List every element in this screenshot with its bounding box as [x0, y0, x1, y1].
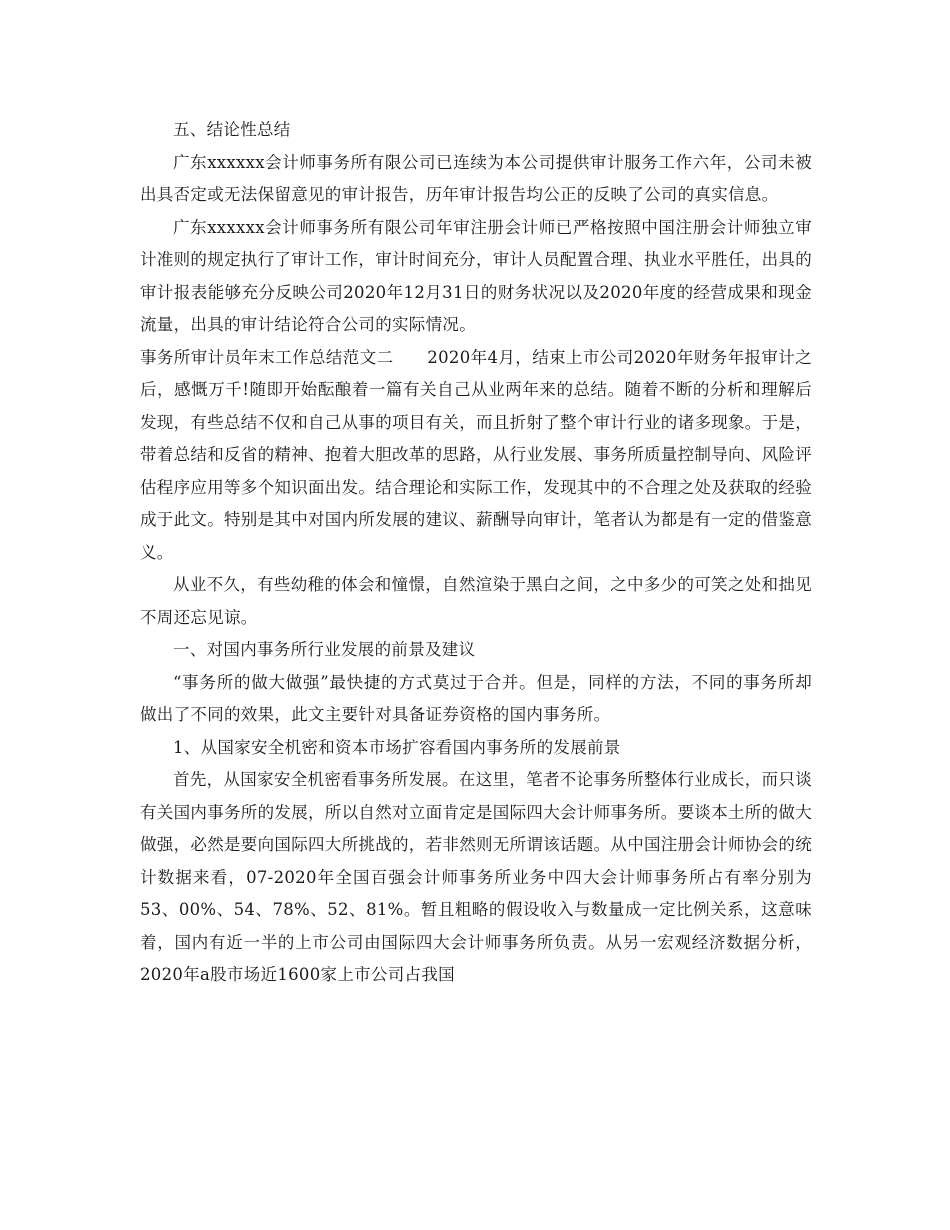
document-page	[140, 114, 812, 992]
paragraph-sample-two-intro: 事务所审计员年末工作总结范文二 2020年4月，结束上市公司2020年财务年报审计之后，感慨万千!随即开始酝酿着一篇有关自己从业两年来的总结。随着不断的分析和理解后发现，有些总结不仅和自己从事的项目有关，而且折射了整个审计行业的诸多现象。于是，带着总结和反省的精神、抱着大胆改革的思路，从行业发展、事务所质量控制导向、风险评估程序应用等多个知识面出发。结合理论和实际工作，发现其中的不合理之处及获取的经验成于此文。特别是其中对国内所发展的建议、薪酬导向审计，笔者认为都是有一定的借鉴意义。	[140, 347, 812, 562]
paragraph-apology: 从业不久，有些幼稚的体会和憧憬，自然渲染于黑白之间，之中多少的可笑之处和拙见不周还忘见谅。	[140, 575, 812, 627]
paragraph-national-security: 首先，从国家安全机密看事务所发展。在这里，笔者不论事务所整体行业成长，而只谈有关国内事务所的发展，所以自然对立面肯定是国际四大会计师事务所。要谈本土所的做大做强，必然是要向国际四大所挑战的，若非然则无所谓该话题。从中国注册会计师协会的统计数据来看，07-2020年全国百强会计师事务所业务中四大会计师事务所占有率分别为53、00%、54、78%、52、81%。暂且粗略的假设收入与数量成一定比例关系，这意味着，国内有近一半的上市公司由国际四大会计师事务所负责。从另一宏观经济数据分析，2020年a股市场近1600家上市公司占我国	[140, 770, 812, 984]
paragraph-audit-standards: 广东xxxxxx会计师事务所有限公司年审注册会计师已严格按照中国注册会计师独立审计准则的规定执行了审计工作，审计时间充分，审计人员配置合理、执业水平胜任，出具的审计报表能够充分反映公司2020年12月31日的财务状况以及2020年度的经营成果和现金流量，出具的审计结论符合公司的实际情况。	[140, 217, 812, 334]
paragraph-merger: “事务所的做大做强”最快捷的方式莫过于合并。但是，同样的方法，不同的事务所却做出了不同的效果，此文主要针对具备证券资格的国内事务所。	[140, 672, 812, 724]
paragraph-audit-service-years: 广东xxxxxx会计师事务所有限公司已连续为本公司提供审计服务工作六年，公司未被出具否定或无法保留意见的审计报告，历年审计报告均公正的反映了公司的真实信息。	[140, 152, 812, 204]
section-heading-conclusion: 五、结论性总结	[173, 120, 291, 139]
section-heading-domestic-prospects: 一、对国内事务所行业发展的前景及建议	[173, 640, 476, 659]
subsection-heading-national-security: 1、从国家安全机密和资本市场扩容看国内事务所的发展前景	[173, 737, 621, 757]
